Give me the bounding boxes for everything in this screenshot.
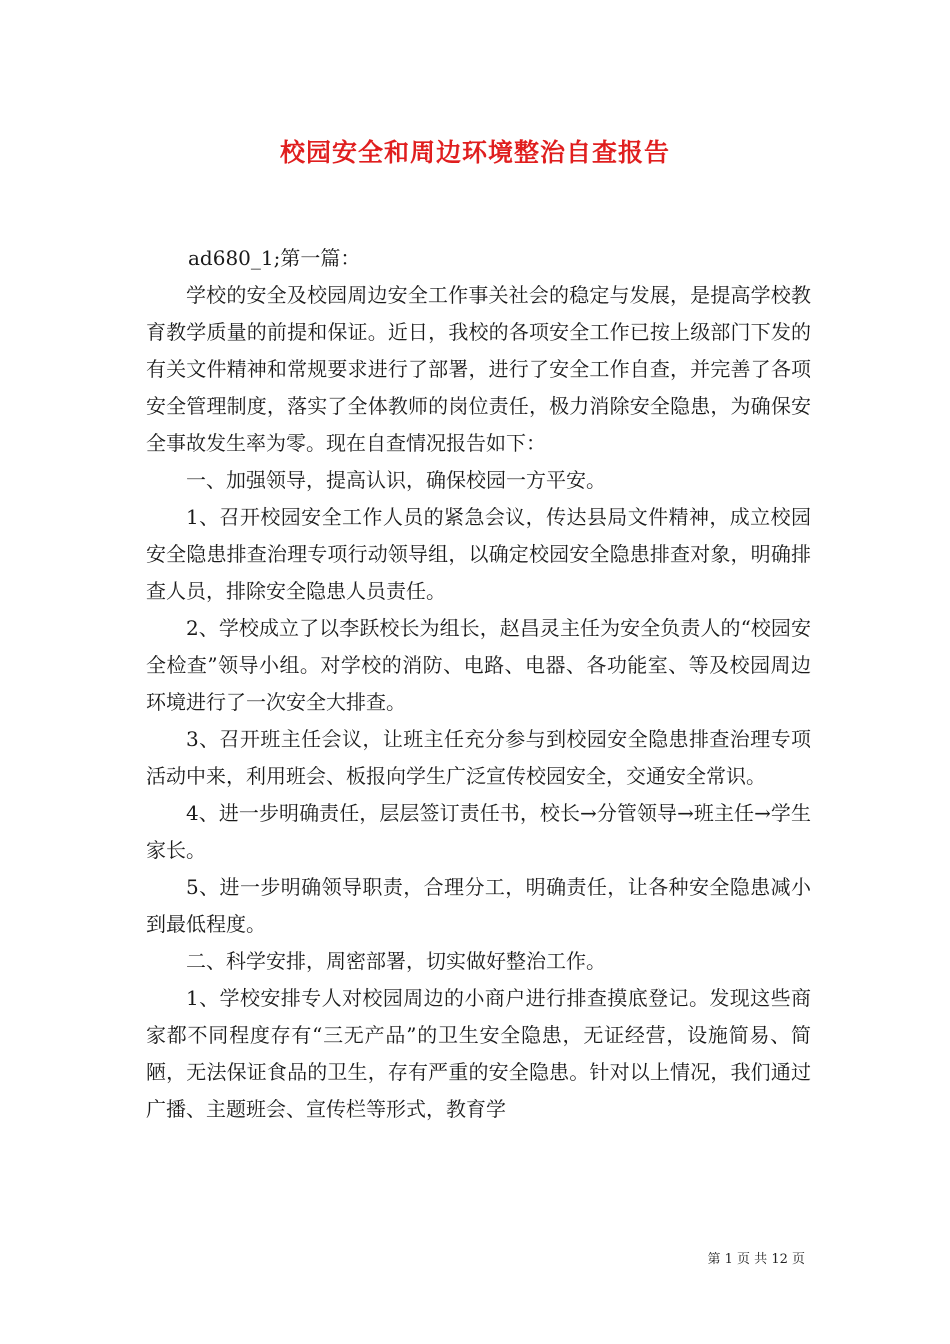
paragraph: 2、学校成立了以李跃校长为组长，赵昌灵主任为安全负责人的“校园安全检查”领导小组。对学校的消防、电路、电器、各功能室、等及校园周边环境进行了一次安全大排查。	[146, 616, 811, 714]
paragraph: 二、科学安排，周密部署，切实做好整治工作。	[186, 949, 606, 973]
document-title: 校园安全和周边环境整治自查报告	[279, 138, 670, 167]
paragraph: 1、召开校园安全工作人员的紧急会议，传达县局文件精神，成立校园安全隐患排查治理专项行动领导组，以确定校园安全隐患排查对象，明确排查人员，排除安全隐患人员责任。	[146, 505, 811, 603]
document-body	[146, 240, 811, 1128]
paragraph: 5、进一步明确领导职责，合理分工，明确责任，让各种安全隐患减小到最低程度。	[146, 875, 811, 936]
paragraph: 一、加强领导，提高认识，确保校园一方平安。	[186, 468, 606, 492]
paragraph: 1、学校安排专人对校园周边的小商户进行排查摸底登记。发现这些商家都不同程度存有“三无产品”的卫生安全隐患，无证经营，设施简易、简陋，无法保证食品的卫生，存有严重的安全隐患。针对以上情况，我们通过广播、主题班会、宣传栏等形式，教育学	[146, 986, 811, 1121]
page-number: 第 1 页 共 12 页	[707, 1252, 805, 1267]
paragraph: 3、召开班主任会议，让班主任充分参与到校园安全隐患排查治理专项活动中来，利用班会、板报向学生广泛宣传校园安全，交通安全常识。	[146, 727, 811, 788]
section-heading: ad680_1;第一篇：	[188, 246, 361, 270]
paragraph: 4、进一步明确责任，层层签订责任书，校长→分管领导→班主任→学生家长。	[146, 801, 811, 862]
paragraph: 学校的安全及校园周边安全工作事关社会的稳定与发展，是提高学校教育教学质量的前提和保证。近日，我校的各项安全工作已按上级部门下发的有关文件精神和常规要求进行了部署，进行了安全工作自查，并完善了各项安全管理制度，落实了全体教师的岗位责任，极力消除安全隐患，为确保安全事故发生率为零。现在自查情况报告如下：	[146, 283, 811, 455]
